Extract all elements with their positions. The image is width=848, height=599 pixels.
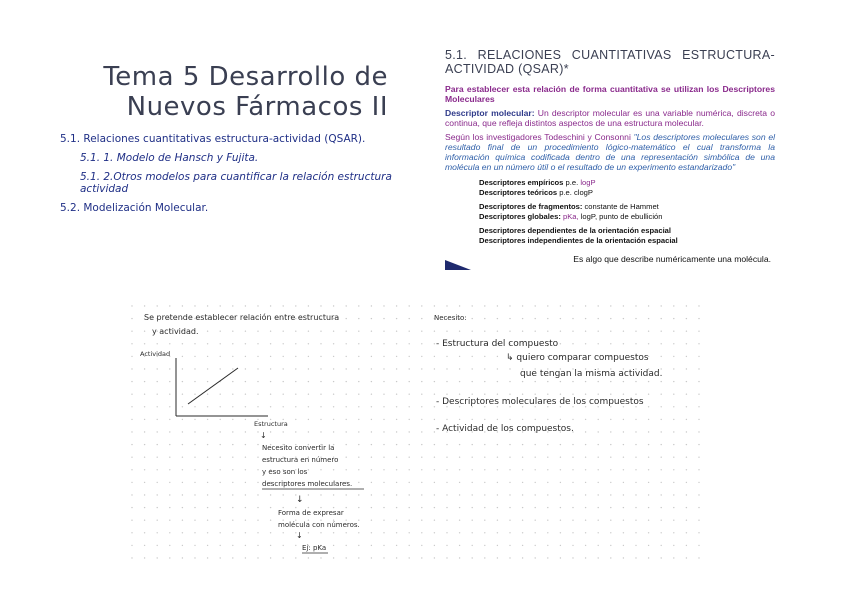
definition-term: Descriptor molecular: — [445, 108, 535, 118]
slide-1-outline — [60, 133, 412, 221]
descriptor-item: Descriptores empíricos p.e. logP — [479, 178, 596, 187]
note-bullet: - Descriptores moleculares de los compuestos — [436, 397, 644, 407]
outline-item: 5.1. Relaciones cuantitativas estructura-actividad (QSAR). — [60, 133, 366, 145]
dot-grid — [131, 305, 699, 558]
descriptor-item: Descriptores independientes de la orientación espacial — [479, 235, 678, 245]
note-line: Ej: pKa — [302, 544, 327, 552]
note-line: que tengan la misma actividad. — [520, 369, 663, 379]
descriptor-item: Descriptores globales: pKa, logP, punto de ebullición — [479, 211, 663, 221]
descriptor-list — [479, 178, 775, 246]
slide-1-title: Tema 5 Desarrollo de Nuevos Fármacos II — [103, 62, 388, 122]
outline-subitem: 5.1. 2.Otros modelos para cuantificar la relación estructura actividad — [80, 171, 392, 195]
notes-canvas — [128, 300, 708, 562]
note-line: Necesito convertir la — [262, 444, 335, 452]
notes-heading: Necesito: — [434, 314, 467, 322]
outline-subitem: 5.1. 1. Modelo de Hansch y Fujita. — [80, 152, 259, 164]
slide-2-intro: Para establecer esta relación de forma cuantitativa se utilizan los Descriptores Moleculares — [445, 84, 775, 104]
slide-2 — [445, 48, 775, 270]
slide-2-quote — [445, 132, 775, 172]
outline-item: 5.2. Modelización Molecular. — [60, 202, 209, 214]
note-line: molécula con números. — [278, 521, 360, 529]
note-line: Forma de expresar — [278, 509, 344, 517]
note-bullet: - Estructura del compuesto — [436, 339, 559, 349]
note-line: ↳ quiero comparar compuestos — [506, 353, 649, 363]
down-arrow-icon: ↓ — [260, 431, 267, 440]
slide-2-definition — [445, 108, 775, 128]
down-arrow-icon: ↓ — [296, 495, 304, 505]
descriptor-item: Descriptores dependientes de la orientación espacial — [479, 226, 672, 236]
axis-label-x: Estructura — [254, 420, 288, 428]
quote-lead: Según los investigadores Todeschini y Consonni — [445, 132, 634, 142]
note-bullet: - Actividad de los compuestos. — [436, 424, 574, 434]
handwritten-notes — [128, 300, 708, 562]
note-line: Se pretende establecer relación entre estructura — [144, 313, 340, 322]
trend-line — [188, 368, 238, 404]
note-line: y eso son los — [262, 468, 308, 476]
note-line: estructura en número — [262, 456, 339, 464]
slide-2-title: 5.1. RELACIONES CUANTITATIVAS ESTRUCTURA-ACTIVIDAD (QSAR)* — [445, 48, 775, 76]
axis-label-y: Actividad — [140, 350, 171, 358]
slide-1 — [0, 40, 424, 280]
slide-2-footer: Es algo que describe numéricamente una molécula. — [573, 254, 771, 264]
descriptor-item: Descriptores de fragmentos: constante de Hammet — [479, 202, 659, 212]
corner-decoration — [445, 260, 471, 270]
descriptor-item: Descriptores teóricos p.e. clogP — [479, 187, 593, 197]
down-arrow-icon: ↓ — [296, 531, 303, 540]
note-line: y actividad. — [152, 327, 199, 336]
quote-text: "Los descriptores moleculares son el resultado final de un procedimiento lógico-matemático el cual transforma la información química codificada dentro de una representación simbólica de una molécula en un número útil o el resultado de un experimento estandarizado" — [445, 132, 776, 172]
definition-text: Un descriptor molecular es una variable numérica, discreta o continua, que refleja distintos aspectos de una estructura molecular. — [445, 108, 775, 128]
note-line: descriptores moleculares. — [262, 480, 353, 488]
